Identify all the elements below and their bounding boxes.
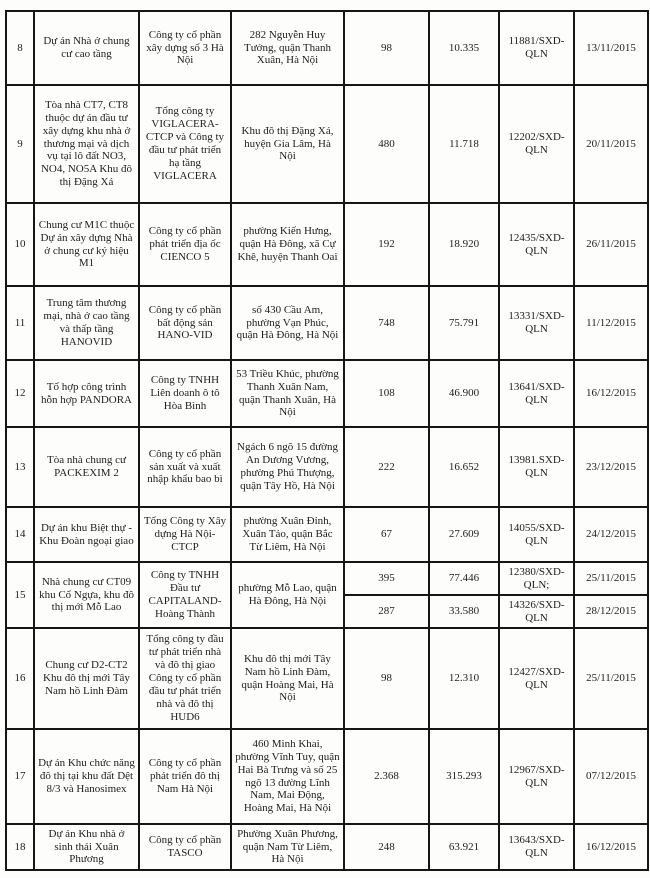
cell-date: 25/11/2015	[574, 628, 648, 729]
cell-address: Phường Xuân Phương, quận Nam Từ Liêm, Hà Nội	[231, 824, 344, 870]
cell-project-name: Dự án Nhà ở chung cư cao tầng	[34, 11, 139, 85]
cell-area: 315.293	[429, 729, 499, 824]
cell-area: 27.609	[429, 507, 499, 562]
cell-address: Khu đô thị mới Tây Nam hồ Linh Đàm, quận Hoàng Mai, Hà Nội	[231, 628, 344, 729]
cell-row-number: 14	[6, 507, 34, 562]
cell-company-name: Công ty cổ phần bất động sản HANO-VID	[139, 286, 231, 360]
cell-company-name: Công ty cổ phần sản xuất và xuất nhập khẩu bao bì	[139, 427, 231, 507]
cell-date: 25/11/2015	[574, 562, 648, 595]
cell-document-number: 11881/SXD-QLN	[499, 11, 574, 85]
cell-company-name: Công ty cổ phần phát triển địa ốc CIENCO 5	[139, 203, 231, 286]
cell-row-number: 9	[6, 85, 34, 203]
cell-date: 26/11/2015	[574, 203, 648, 286]
projects-table-body	[6, 11, 648, 870]
table-row	[6, 85, 648, 203]
cell-document-number: 14326/SXD-QLN	[499, 595, 574, 628]
cell-project-name: Nhà chung cư CT09 khu Cổ Ngựa, khu đô thị mới Mỗ Lao	[34, 562, 139, 628]
cell-area: 46.900	[429, 360, 499, 427]
cell-area: 11.718	[429, 85, 499, 203]
table-row	[6, 11, 648, 85]
cell-document-number: 13981.SXD-QLN	[499, 427, 574, 507]
cell-units: 748	[344, 286, 429, 360]
projects-table	[5, 10, 649, 871]
cell-units: 98	[344, 628, 429, 729]
cell-document-number: 13331/SXD-QLN	[499, 286, 574, 360]
cell-project-name: Tòa nhà chung cư PACKEXIM 2	[34, 427, 139, 507]
cell-company-name: Tổng công ty đầu tư phát triển nhà và đô thị giao Công ty cổ phần đầu tư phát triển nhà và đô thị HUD6	[139, 628, 231, 729]
cell-date: 11/12/2015	[574, 286, 648, 360]
table-row	[6, 824, 648, 870]
cell-row-number: 15	[6, 562, 34, 628]
cell-company-name: Công ty TNHH Đầu tư CAPITALAND-Hoàng Thành	[139, 562, 231, 628]
table-row	[6, 628, 648, 729]
cell-area: 18.920	[429, 203, 499, 286]
cell-address: 460 Minh Khai, phường Vĩnh Tuy, quận Hai Bà Trưng và số 25 ngõ 13 đường Lĩnh Nam, Mai Động, Hoàng Mai, Hà Nội	[231, 729, 344, 824]
cell-address: phường Xuân Đỉnh, Xuân Tảo, quận Bắc Từ Liêm, Hà Nội	[231, 507, 344, 562]
table-row	[6, 286, 648, 360]
cell-units: 192	[344, 203, 429, 286]
cell-document-number: 12435/SXD-QLN	[499, 203, 574, 286]
cell-date: 16/12/2015	[574, 824, 648, 870]
cell-address: phường Kiến Hưng, quận Hà Đông, xã Cự Khê, huyện Thanh Oai	[231, 203, 344, 286]
cell-company-name: Tổng công ty VIGLACERA-CTCP và Công ty đầu tư phát triển hạ tầng VIGLACERA	[139, 85, 231, 203]
cell-area: 75.791	[429, 286, 499, 360]
cell-area: 63.921	[429, 824, 499, 870]
cell-date: 23/12/2015	[574, 427, 648, 507]
cell-area: 77.446	[429, 562, 499, 595]
cell-address: Ngách 6 ngõ 15 đường An Dương Vương, phường Phú Thượng, quận Tây Hồ, Hà Nội	[231, 427, 344, 507]
cell-project-name: Dự án Khu nhà ở sinh thái Xuân Phương	[34, 824, 139, 870]
cell-row-number: 11	[6, 286, 34, 360]
cell-project-name: Tòa nhà CT7, CT8 thuộc dự án đầu tư xây dựng khu nhà ở thương mại và dịch vụ tại lô đất NO3, NO4, NO5A Khu đô thị Đặng Xá	[34, 85, 139, 203]
cell-units: 2.368	[344, 729, 429, 824]
cell-date: 13/11/2015	[574, 11, 648, 85]
cell-row-number: 8	[6, 11, 34, 85]
cell-document-number: 13641/SXD-QLN	[499, 360, 574, 427]
cell-area: 10.335	[429, 11, 499, 85]
cell-row-number: 12	[6, 360, 34, 427]
cell-company-name: Tổng Công ty Xây dựng Hà Nội-CTCP	[139, 507, 231, 562]
cell-project-name: Dự án Khu chức năng đô thị tại khu đất Dệt 8/3 và Hanosimex	[34, 729, 139, 824]
cell-company-name: Công ty cổ phần TASCO	[139, 824, 231, 870]
table-row	[6, 729, 648, 824]
cell-company-name: Công ty cổ phần phát triển đô thị Nam Hà Nội	[139, 729, 231, 824]
cell-document-number: 12967/SXD-QLN	[499, 729, 574, 824]
cell-project-name: Chung cư M1C thuộc Dự án xây dựng Nhà ở chung cư ký hiệu M1	[34, 203, 139, 286]
cell-address: 53 Triều Khúc, phường Thanh Xuân Nam, quận Thanh Xuân, Hà Nội	[231, 360, 344, 427]
cell-project-name: Trung tâm thương mại, nhà ở cao tầng và thấp tầng HANOVID	[34, 286, 139, 360]
cell-document-number: 13643/SXD-QLN	[499, 824, 574, 870]
cell-units: 222	[344, 427, 429, 507]
cell-document-number: 12427/SXD-QLN	[499, 628, 574, 729]
cell-units: 248	[344, 824, 429, 870]
cell-address: Khu đô thị Đặng Xá, huyện Gia Lâm, Hà Nội	[231, 85, 344, 203]
cell-document-number: 12380/SXD-QLN;	[499, 562, 574, 595]
cell-area: 33.580	[429, 595, 499, 628]
cell-document-number: 14055/SXD-QLN	[499, 507, 574, 562]
cell-date: 20/11/2015	[574, 85, 648, 203]
cell-row-number: 17	[6, 729, 34, 824]
cell-address: số 430 Cầu Am, phường Vạn Phúc, quận Hà Đông, Hà Nội	[231, 286, 344, 360]
cell-company-name: Công ty cổ phần xây dựng số 3 Hà Nội	[139, 11, 231, 85]
cell-area: 12.310	[429, 628, 499, 729]
cell-address: 282 Nguyễn Huy Tưởng, quận Thanh Xuân, Hà Nội	[231, 11, 344, 85]
cell-units: 287	[344, 595, 429, 628]
table-row	[6, 360, 648, 427]
table-row	[6, 507, 648, 562]
cell-date: 07/12/2015	[574, 729, 648, 824]
cell-row-number: 18	[6, 824, 34, 870]
cell-project-name: Tổ hợp công trình hỗn hợp PANDORA	[34, 360, 139, 427]
cell-row-number: 13	[6, 427, 34, 507]
cell-units: 395	[344, 562, 429, 595]
cell-area: 16.652	[429, 427, 499, 507]
cell-project-name: Chung cư D2-CT2 Khu đô thị mới Tây Nam hồ Linh Đàm	[34, 628, 139, 729]
cell-units: 480	[344, 85, 429, 203]
cell-units: 108	[344, 360, 429, 427]
cell-company-name: Công ty TNHH Liên doanh ô tô Hòa Bình	[139, 360, 231, 427]
table-row	[6, 203, 648, 286]
cell-row-number: 16	[6, 628, 34, 729]
table-row	[6, 427, 648, 507]
cell-date: 16/12/2015	[574, 360, 648, 427]
cell-date: 24/12/2015	[574, 507, 648, 562]
cell-address: phường Mỗ Lao, quận Hà Đông, Hà Nội	[231, 562, 344, 628]
cell-row-number: 10	[6, 203, 34, 286]
table-row	[6, 562, 648, 595]
cell-document-number: 12202/SXD-QLN	[499, 85, 574, 203]
cell-project-name: Dự án khu Biệt thự - Khu Đoàn ngoại giao	[34, 507, 139, 562]
cell-date: 28/12/2015	[574, 595, 648, 628]
cell-units: 67	[344, 507, 429, 562]
cell-units: 98	[344, 11, 429, 85]
